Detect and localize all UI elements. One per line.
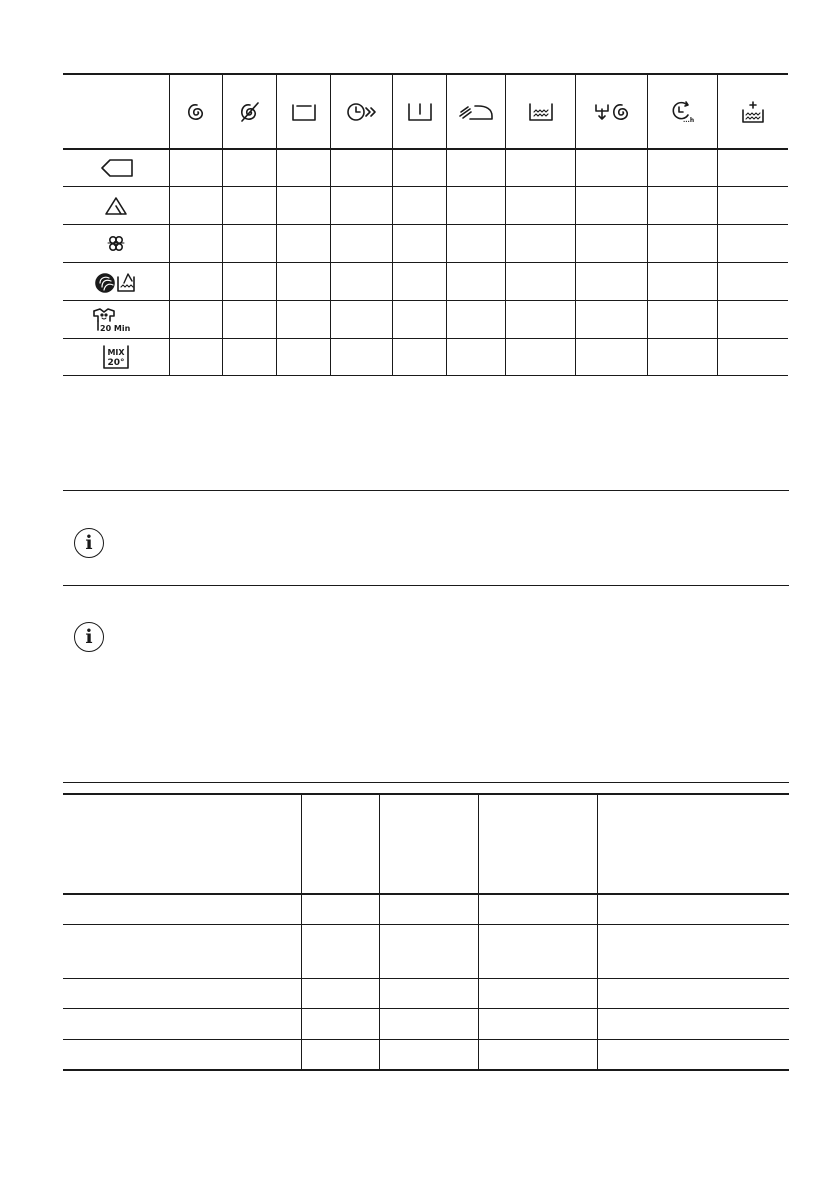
wool-handwash-icon bbox=[63, 263, 169, 300]
delay-start-icon bbox=[648, 75, 717, 148]
extra-rinse-icon bbox=[506, 75, 575, 148]
spin-icon bbox=[170, 75, 222, 148]
delicates-icon bbox=[63, 187, 169, 224]
programme-options-table bbox=[63, 73, 788, 376]
rinse-hold-icon bbox=[277, 75, 330, 148]
easy-iron-icon bbox=[447, 75, 505, 148]
no-spin-icon bbox=[223, 75, 276, 148]
consumption-table bbox=[63, 782, 789, 1072]
mix-20-icon bbox=[63, 339, 169, 375]
mix-label-top: MIX bbox=[107, 348, 125, 357]
svg-text:...h: ...h bbox=[682, 116, 694, 124]
divider-rule bbox=[63, 585, 789, 586]
synthetics-icon bbox=[63, 150, 169, 186]
prewash-icon bbox=[393, 75, 446, 148]
refresh-20min-icon bbox=[63, 301, 169, 338]
refresh-20min-label: 20 Min bbox=[100, 323, 131, 333]
divider-rule bbox=[63, 490, 789, 491]
soak-icon bbox=[718, 75, 788, 148]
wool-icon bbox=[63, 225, 169, 262]
info-icon: i bbox=[74, 622, 104, 652]
info-icon: i bbox=[74, 528, 104, 558]
time-save-icon bbox=[331, 75, 392, 148]
drain-spin-icon bbox=[576, 75, 647, 148]
mix-label-bottom: 20° bbox=[107, 358, 125, 368]
